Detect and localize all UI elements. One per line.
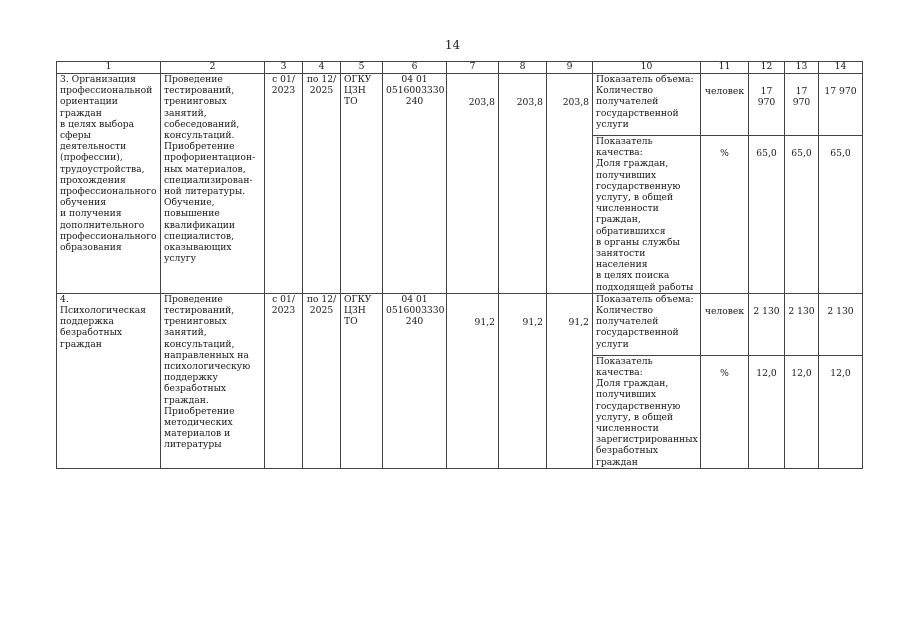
- budget-code-cell: 04 01 0516003330 240: [383, 293, 447, 468]
- unit-cell: %: [701, 355, 749, 468]
- unit-cell: человек: [701, 74, 749, 136]
- funding-cell: 203,8: [499, 74, 547, 294]
- value-cell: 65,0: [785, 136, 819, 294]
- value-cell: 17 970: [749, 74, 785, 136]
- indicator-cell: Показатель объема: Количество получателей государственной услуги: [593, 74, 701, 136]
- funding-cell: 203,8: [447, 74, 499, 294]
- value-cell: 65,0: [819, 136, 863, 294]
- header-cell: 5: [341, 62, 383, 74]
- table-row: [57, 74, 863, 136]
- start-date-cell: с 01/ 2023: [265, 74, 303, 294]
- funding-cell: 203,8: [547, 74, 593, 294]
- indicator-cell: Показатель качества: Доля граждан, получивших государственную услугу, в общей численности граждан, обратившихся в органы службы занятости населения в целях поиска подходящей работы: [593, 136, 701, 294]
- header-cell: 10: [593, 62, 701, 74]
- header-cell: 1: [57, 62, 161, 74]
- activity-name-cell: 4. Психологическая поддержка безработных граждан: [57, 293, 161, 468]
- page-number: 14: [444, 38, 461, 52]
- funding-cell: 91,2: [447, 293, 499, 468]
- header-cell: 8: [499, 62, 547, 74]
- indicator-cell: Показатель объема: Количество получателей государственной услуги: [593, 293, 701, 355]
- activity-description-cell: Проведение тестирований, тренинговых занятий, консультаций, направленных на психологическую поддержку безработных граждан. Приобретение методических материалов и литературы: [161, 293, 265, 468]
- value-cell: 12,0: [819, 355, 863, 468]
- unit-cell: человек: [701, 293, 749, 355]
- header-cell: 6: [383, 62, 447, 74]
- executor-cell: ОГКУ ЦЗН ТО: [341, 293, 383, 468]
- header-cell: 11: [701, 62, 749, 74]
- funding-cell: 91,2: [499, 293, 547, 468]
- header-cell: 2: [161, 62, 265, 74]
- header-cell: 12: [749, 62, 785, 74]
- value-cell: 2 130: [749, 293, 785, 355]
- header-cell: 7: [447, 62, 499, 74]
- end-date-cell: по 12/ 2025: [303, 74, 341, 294]
- value-cell: 17 970: [785, 74, 819, 136]
- activity-name-cell: 3. Организация профессиональной ориентации граждан в целях выбора сферы деятельности (профессии), трудоустройства, прохождения профессионального обучения и получения дополнительного профессионального образования: [57, 74, 161, 294]
- value-cell: 12,0: [749, 355, 785, 468]
- value-cell: 12,0: [785, 355, 819, 468]
- header-cell: 3: [265, 62, 303, 74]
- value-cell: 17 970: [819, 74, 863, 136]
- funding-cell: 91,2: [547, 293, 593, 468]
- executor-cell: ОГКУ ЦЗН ТО: [341, 74, 383, 294]
- activity-description-cell: Проведение тестирований, тренинговых занятий, собеседований, консультаций. Приобретение профориентацион- ных материалов, специализирован- ной литературы. Обучение, повышение квалификации специалистов, оказывающих услугу: [161, 74, 265, 294]
- header-cell: 4: [303, 62, 341, 74]
- program-table: [56, 61, 863, 469]
- start-date-cell: с 01/ 2023: [265, 293, 303, 468]
- indicator-cell: Показатель качества: Доля граждан, получивших государственную услугу, в общей численности зарегистрированных безработных граждан: [593, 355, 701, 468]
- table-row: [57, 293, 863, 355]
- value-cell: 2 130: [785, 293, 819, 355]
- header-cell: 13: [785, 62, 819, 74]
- unit-cell: %: [701, 136, 749, 294]
- header-cell: 14: [819, 62, 863, 74]
- value-cell: 65,0: [749, 136, 785, 294]
- header-cell: 9: [547, 62, 593, 74]
- end-date-cell: по 12/ 2025: [303, 293, 341, 468]
- value-cell: 2 130: [819, 293, 863, 355]
- budget-code-cell: 04 01 0516003330 240: [383, 74, 447, 294]
- header-row: [57, 62, 863, 74]
